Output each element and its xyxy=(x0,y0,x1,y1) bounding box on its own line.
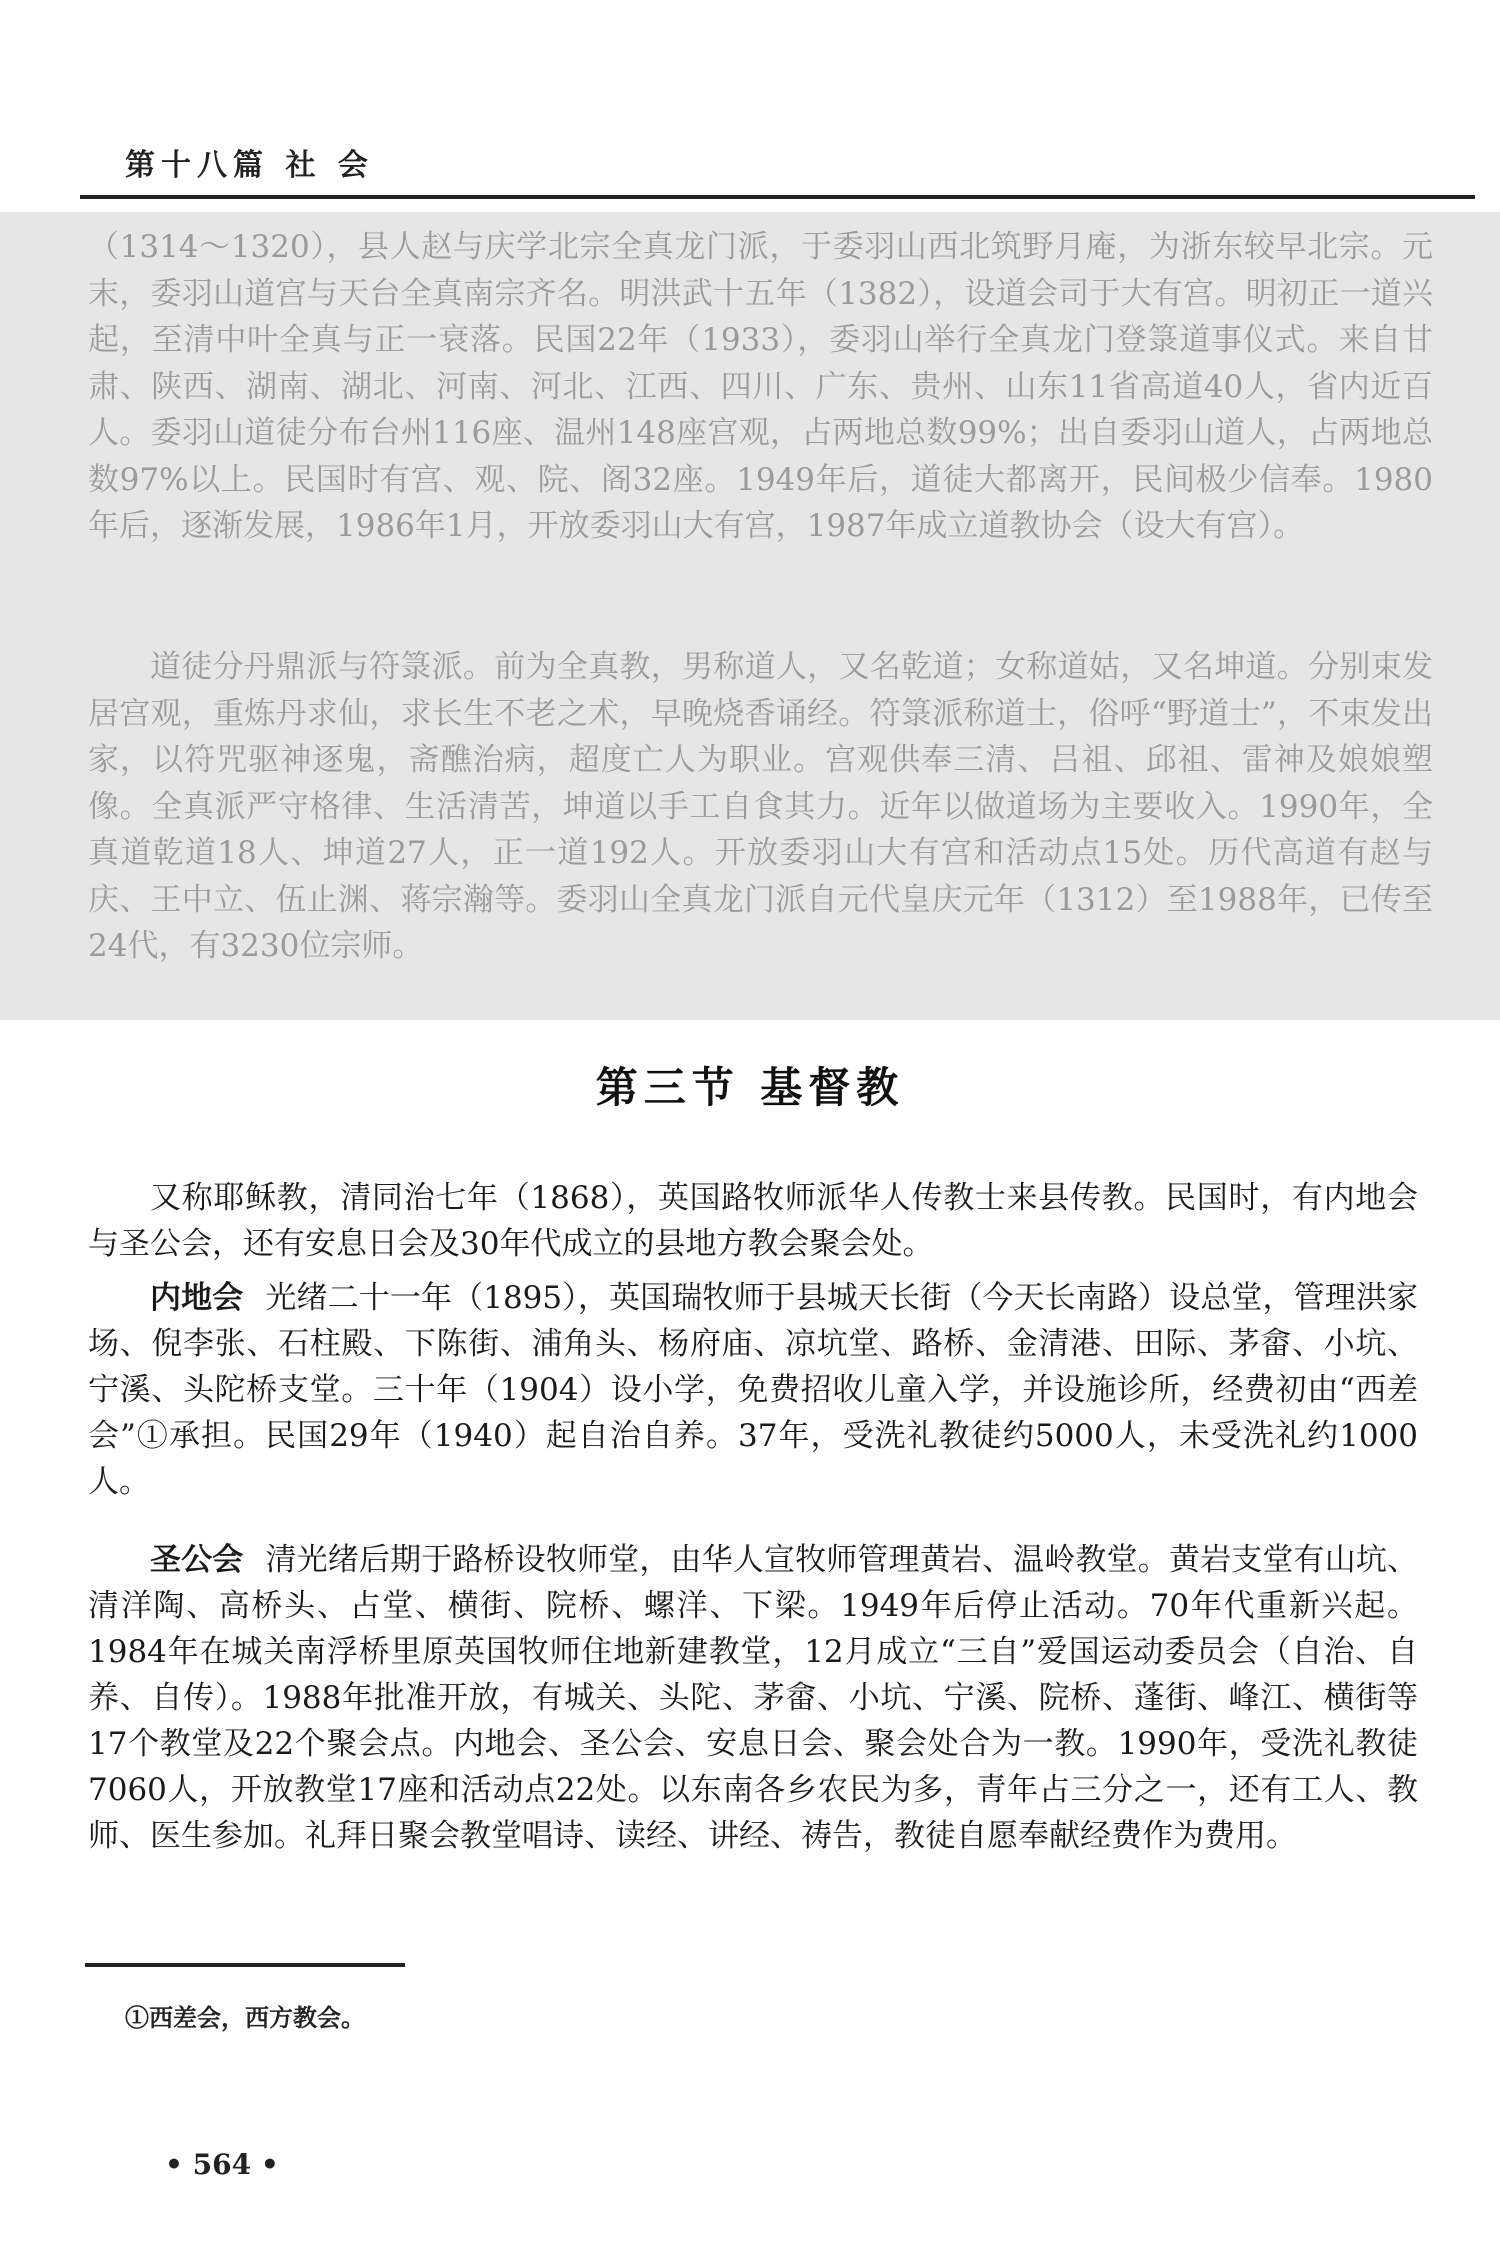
faded-previous-text-block xyxy=(0,212,1500,1020)
christianity-intro-paragraph: 又称耶稣教，清同治七年（1868），英国路牧师派华人传教士来县传教。民国时，有内地会与圣公会，还有安息日会及30年代成立的县地方教会聚会处。 xyxy=(88,1180,1418,1262)
taoism-paragraph-2: 道徒分丹鼎派与符箓派。前为全真教，男称道人，又名乾道；女称道姑，又名坤道。分别束发居宫观，重炼丹求仙，求长生不老之术，早晚烧香诵经。符箓派称道士，俗呼“野道士”，不束发出家，以符咒驱神逐鬼，斋醮治病，超度亡人为职业。宫观供奉三清、吕祖、邱祖、雷神及娘娘塑像。全真派严守格律、生活清苦，坤道以手工自食其力。近年以做道场为主要收入。1990年，全真道乾道18人、坤道27人，正一道192人。开放委羽山大有宫和活动点15处。历代高道有赵与庆、王中立、伍止渊、蒋宗瀚等。委羽山全真龙门派自元代皇庆元年（1312）至1988年，已传至24代，有3230位宗师。 xyxy=(88,649,1433,964)
page-number: • 564 • xyxy=(165,2148,279,2181)
section-title: 第三节 基督教 xyxy=(595,1063,905,1112)
shenggonghui-text: 清光绪后期于路桥设牧师堂，由华人宣牧师管理黄岩、温岭教堂。黄岩支堂有山坑、清洋陶、高桥头、占堂、横街、院桥、螺洋、下梁。1949年后停止活动。70年代重新兴起。1984年在城关南浮桥里原英国牧师住地新建教堂，12月成立“三自”爱国运动委员会（自治、自养、自传）。1988年批准开放，有城关、头陀、茅畲、小坑、宁溪、院桥、蓬街、峰江、横街等17个教堂及22个聚会点。内地会、圣公会、安息日会、聚会处合为一教。1990年，受洗礼教徒7060人，开放教堂17座和活动点22处。以东南各乡农民为多，青年占三分之一，还有工人、教师、医生参加。礼拜日聚会教堂唱诗、读经、讲经、祷告，教徒自愿奉献经费作为费用。 xyxy=(88,1542,1419,1854)
shenggonghui-label: 圣公会 xyxy=(150,1542,244,1578)
neidihui-paragraph xyxy=(88,1275,1418,1505)
footnote-rule xyxy=(85,1963,405,1967)
footnote: ①西差会，西方教会。 xyxy=(125,2003,365,2032)
taoism-paragraph-1: （1314～1320），县人赵与庆学北宗全真龙门派，于委羽山西北筑野月庵，为浙东较早北宗。元末，委羽山道宫与天台全真南宗齐名。明洪武十五年（1382），设道会司于大有宫。明初正一道兴起，至清中叶全真与正一衰落。民国22年（1933），委羽山举行全真龙门登箓道事仪式。来自甘肃、陕西、湖南、湖北、河南、河北、江西、四川、广东、贵州、山东11省高道40人，省内近百人。委羽山道徒分布台州116座、温州148座宫观，占两地总数99%；出自委羽山道人，占两地总数97%以上。民国时有宫、观、院、阁32座。1949年后，道徒大都离开，民间极少信奉。1980年后，逐渐发展，1986年1月，开放委羽山大有宫，1987年成立道教协会（设大有宫）。 xyxy=(88,229,1433,544)
running-header: 第十八篇 社 会 xyxy=(125,148,374,183)
neidihui-text: 光绪二十一年（1895），英国瑞牧师于县城天长街（今天长南路）设总堂，管理洪家场、倪李张、石柱殿、下陈街、浦角头、杨府庙、凉坑堂、路桥、金清港、田际、茅畲、小坑、宁溪、头陀桥支堂。三十年（1904）设小学，免费招收儿童入学，并设施诊所，经费初由“西差会”①承担。民国29年（1940）起自治自养。37年，受洗礼教徒约5000人，未受洗礼约1000人。 xyxy=(88,1280,1419,1500)
header-rule xyxy=(80,195,1475,199)
shenggonghui-paragraph xyxy=(88,1537,1418,1859)
neidihui-label: 内地会 xyxy=(150,1280,244,1316)
